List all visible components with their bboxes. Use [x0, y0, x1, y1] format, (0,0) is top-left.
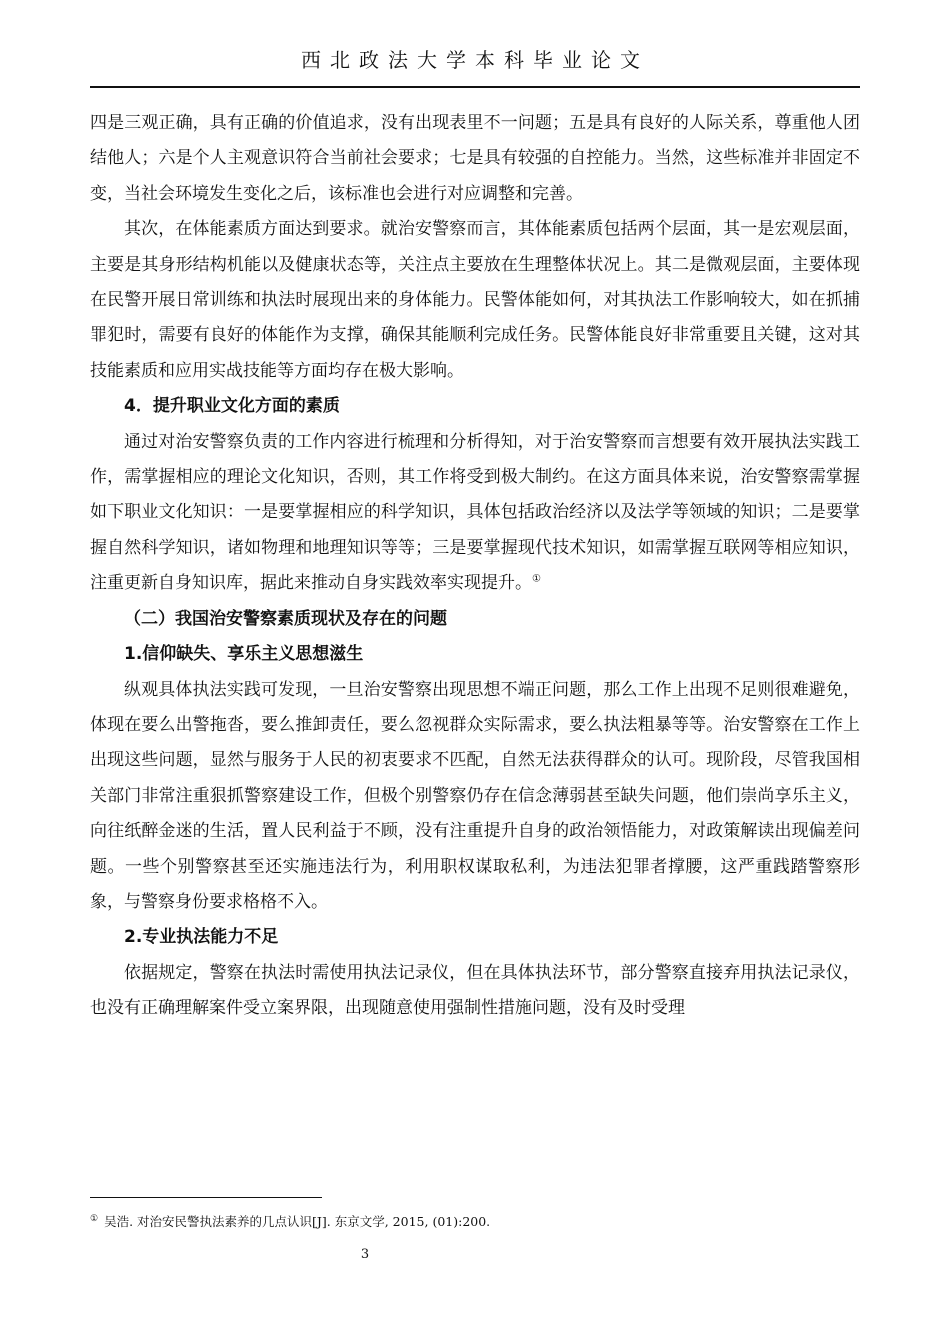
footnote-rule — [90, 1197, 322, 1198]
paragraph: 四是三观正确，具有正确的价值追求，没有出现表里不一问题；五是具有良好的人际关系，尊重他人团结他人；六是个人主观意识符合当前社会要求；七是具有较强的自控能力。当然，这些标准并非固定不变，当社会环境发生变化之后，该标准也会进行对应调整和完善。 — [90, 113, 860, 204]
subsection-heading: 4．提升职业文化方面的素质 — [124, 396, 340, 417]
paragraph — [90, 425, 860, 602]
section-heading: （二）我国治安警察素质现状及存在的问题 — [124, 608, 447, 629]
page-number: 3 — [360, 1247, 370, 1262]
subsection-heading: 2.专业执法能力不足 — [124, 927, 279, 948]
running-header: 西北政法大学本科毕业论文 — [301, 48, 649, 72]
header-rule — [90, 86, 860, 88]
footnote-text: 吴浩. 对治安民警执法素养的几点认识[J]. 东京文学, 2015, (01):200. — [104, 1214, 491, 1230]
footnote-marker[interactable]: ① — [532, 573, 541, 585]
paragraph: 依据规定，警察在执法时需使用执法记录仪，但在具体执法环节，部分警察直接弃用执法记录仪，也没有正确理解案件受立案界限，出现随意使用强制性措施问题，没有及时受理 — [90, 962, 860, 1019]
subsection-heading: 1.信仰缺失、享乐主义思想滋生 — [124, 644, 364, 665]
footnote-number: ① — [90, 1214, 99, 1224]
paragraph: 其次，在体能素质方面达到要求。就治安警察而言，其体能素质包括两个层面，其一是宏观层面，主要是其身形结构机能以及健康状态等，关注点主要放在生理整体状况上。其二是微观层面，主要体现在民警开展日常训练和执法时展现出来的身体能力。民警体能如何，对其执法工作影响较大，如在抓捕罪犯时，需要有良好的体能作为支撑，确保其能顺利完成任务。民警体能良好非常重要且关键，这对其技能素质和应用实战技能等方面均存在极大影响。 — [90, 219, 860, 381]
body-text — [90, 106, 860, 1027]
paragraph-text: 通过对治安警察负责的工作内容进行梳理和分析得知，对于治安警察而言想要有效开展执法实践工作，需掌握相应的理论文化知识，否则，其工作将受到极大制约。在这方面具体来说，治安警察需掌握如下职业文化知识：一是要掌握相应的科学知识，具体包括政治经济以及法学等领域的知识；二是要掌握自然科学知识，诸如物理和地理知识等等；三是要掌握现代技术知识，如需掌握互联网等相应知识，注重更新自身知识库，据此来推动自身实践效率实现提升。 — [90, 431, 860, 594]
footnote — [90, 1210, 860, 1231]
paragraph: 纵观具体执法实践可发现，一旦治安警察出现思想不端正问题，那么工作上出现不足则很难避免，体现在要么出警拖沓，要么推卸责任，要么忽视群众实际需求，要么执法粗暴等等。治安警察在工作上出现这些问题，显然与服务于人民的初衷要求不匹配，自然无法获得群众的认可。现阶段，尽管我国相关部门非常注重狠抓警察建设工作，但极个别警察仍存在信念薄弱甚至缺失问题，他们崇尚享乐主义，向往纸醉金迷的生活，置人民利益于不顾，没有注重提升自身的政治领悟能力，对政策解读出现偏差问题。一些个别警察甚至还实施违法行为，利用职权谋取私利，为违法犯罪者撑腰，这严重践踏警察形象，与警察身份要求格格不入。 — [90, 679, 860, 912]
